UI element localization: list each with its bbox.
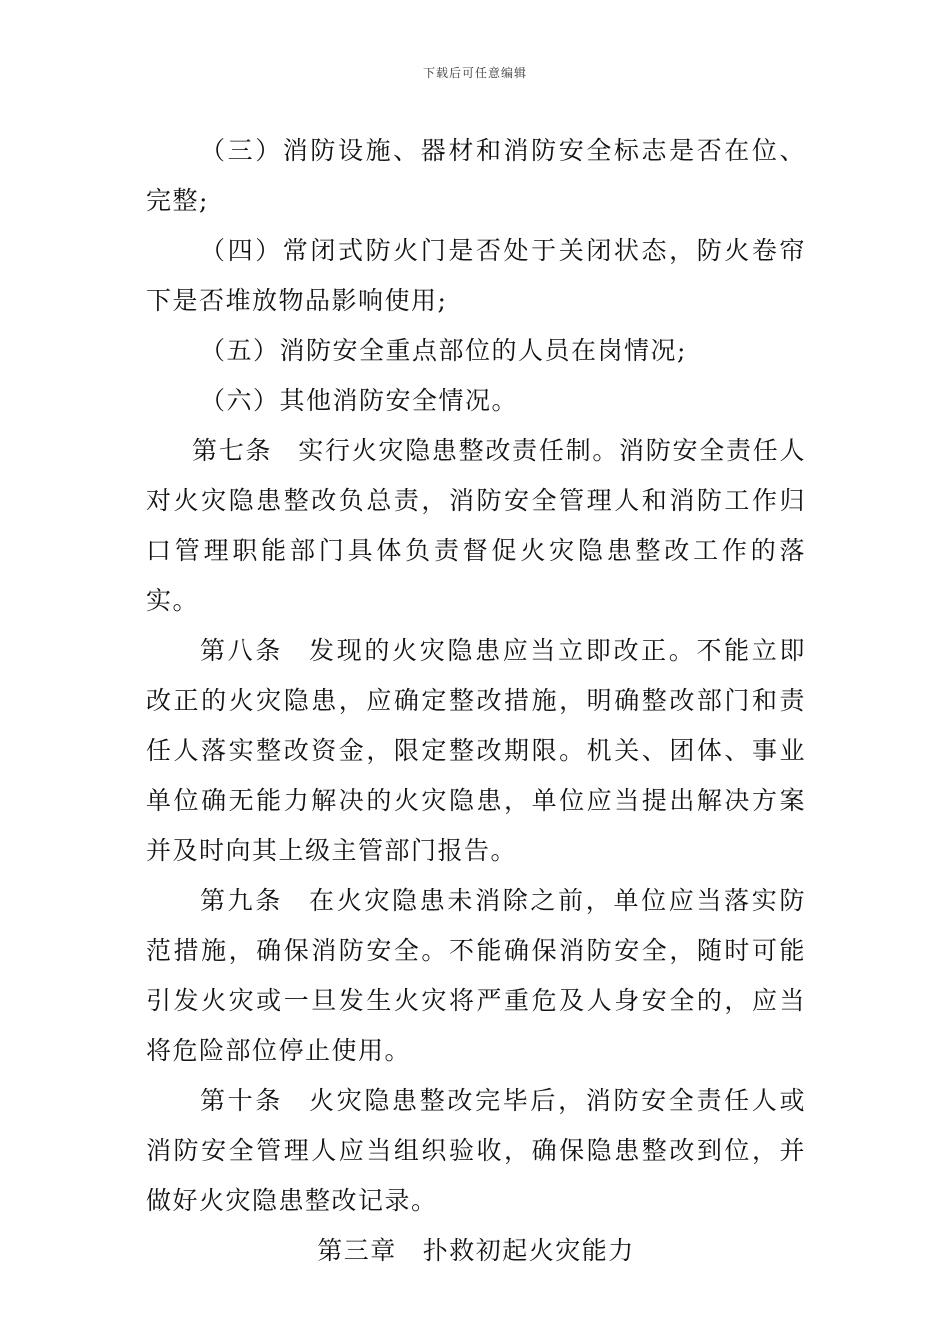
list-item: （三）消防设施、器材和消防安全标志是否在位、完整;	[146, 136, 806, 215]
article-text: 发现的火灾隐患应当立即改正。不能立即改正的火灾隐患，应确定整改措施，明确整改部门和责任人落实整改资金，限定整改期限。机关、团体、事业单位确无能力解决的火灾隐患，单位应当提出解决方案并及时向其上级主管部门报告。	[146, 636, 806, 865]
page-header: 下载后可任意编辑	[422, 66, 527, 80]
document-body	[146, 126, 806, 1276]
list-item: （四）常闭式防火门是否处于关闭状态，防火卷帘下是否堆放物品影响使用;	[146, 236, 806, 315]
article-text: 实行火灾隐患整改责任制。消防安全责任人对火灾隐患整改负总责，消防安全管理人和消防工作归口管理职能部门具体负责督促火灾隐患整改工作的落实。	[146, 436, 806, 615]
article-label: 第七条	[192, 436, 273, 465]
article-text: 在火灾隐患未消除之前，单位应当落实防范措施，确保消防安全。不能确保消防安全，随时可能引发火灾或一旦发生火灾将严重危及人身安全的，应当将危险部位停止使用。	[146, 886, 806, 1065]
article-paragraph	[146, 426, 806, 626]
chapter-label: 第三章	[317, 1236, 397, 1265]
article-label: 第九条	[200, 886, 284, 915]
article-paragraph	[146, 626, 806, 876]
chapter-title: 扑救初起火灾能力	[422, 1236, 635, 1265]
article-paragraph	[146, 876, 806, 1076]
article-text: 火灾隐患整改完毕后，消防安全责任人或消防安全管理人应当组织验收，确保隐患整改到位，并做好火灾隐患整改记录。	[146, 1086, 806, 1215]
chapter-heading	[146, 1226, 806, 1276]
article-label: 第八条	[200, 636, 284, 665]
list-item: （六）其他消防安全情况。	[200, 386, 519, 415]
article-paragraph	[146, 1076, 806, 1226]
article-label: 第十条	[200, 1086, 284, 1115]
list-item: （五）消防安全重点部位的人员在岗情况;	[200, 336, 687, 365]
